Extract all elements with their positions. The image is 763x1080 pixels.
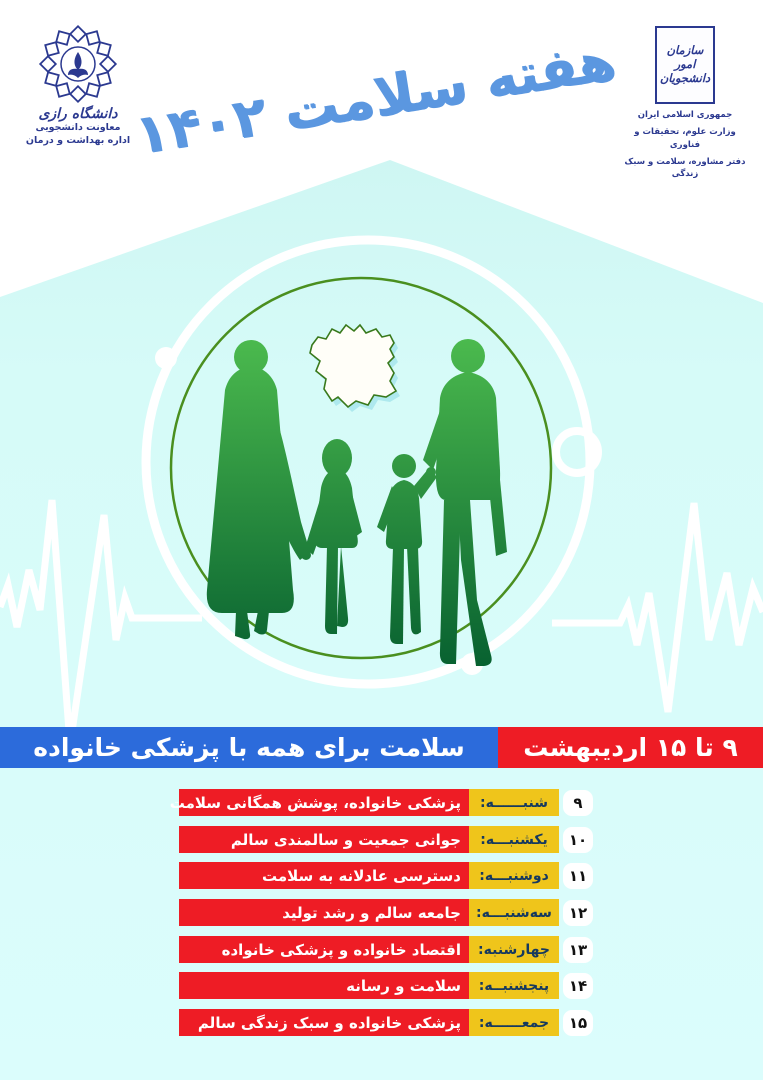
banner-slogan: سلامت برای همه با پزشکی خانواده — [0, 727, 498, 768]
day-name: سه‌شنبـــه: — [469, 899, 559, 926]
day-name: پنجشنبــه: — [469, 972, 559, 999]
banner-date-range: ۹ تا ۱۵ اردیبهشت — [498, 727, 763, 768]
schedule-row — [179, 826, 593, 853]
schedule-row — [179, 1009, 593, 1036]
gov-line1: جمهوری اسلامی ایران — [637, 110, 733, 120]
schedule-row — [179, 862, 593, 889]
schedule-row — [169, 789, 593, 816]
student-affairs-emblem-icon — [655, 26, 715, 104]
day-number-pill: ۱۳ — [563, 937, 593, 963]
gov-line2: وزارت علوم، تحقیقات و فناوری — [634, 127, 736, 150]
day-name: چهارشنبه: — [469, 936, 559, 963]
schedule-row — [179, 936, 593, 963]
ecg-line-right-icon — [552, 503, 763, 712]
day-topic: پزشکی خانواده و سبک زندگی سالم — [179, 1009, 469, 1036]
day-topic: جامعه سالم و رشد تولید — [179, 899, 469, 926]
razi-dept-line2: اداره بهداشت و درمان — [25, 134, 131, 146]
schedule-row — [179, 972, 593, 999]
day-topic: سلامت و رسانه — [179, 972, 469, 999]
day-topic: دسترسی عادلانه به سلامت — [179, 862, 469, 889]
day-name: شنبــــــه: — [469, 789, 559, 816]
schedule-row — [179, 899, 593, 926]
razi-dept-line1: معاونت دانشجویی — [35, 122, 121, 133]
white-orbit-circle-icon — [146, 240, 598, 684]
student-affairs-emblem-text: سازمان امور دانشجویان — [659, 43, 711, 85]
ecg-line-left-icon — [0, 500, 202, 745]
razi-university-emblem-icon — [38, 24, 118, 104]
day-number-pill: ۱۲ — [563, 900, 593, 926]
student-affairs-logo — [618, 26, 752, 181]
day-name: دوشنبـــه: — [469, 862, 559, 889]
day-number-pill: ۹ — [563, 790, 593, 816]
day-number-pill: ۱۱ — [563, 863, 593, 889]
poster-title: هفته سلامت ۱۴۰۲ — [130, 27, 620, 167]
day-topic: پزشکی خانواده، پوشش همگانی سلامت — [179, 789, 469, 816]
day-number-pill: ۱۰ — [563, 827, 593, 853]
iran-map-icon — [310, 325, 400, 412]
day-topic: جوانی جمعیت و سالمندی سالم — [179, 826, 469, 853]
gov-line3: دفتر مشاوره، سلامت و سبک زندگی — [624, 156, 746, 180]
day-name: جمعــــــه: — [469, 1009, 559, 1036]
razi-university-logo — [18, 24, 138, 148]
day-topic: اقتصاد خانواده و پزشکی خانواده — [179, 936, 469, 963]
razi-university-name: دانشگاه رازی — [38, 106, 118, 122]
day-number-pill: ۱۵ — [563, 1010, 593, 1036]
day-name: یکشنبـــه: — [469, 826, 559, 853]
date-banner — [0, 727, 763, 768]
day-number-pill: ۱۴ — [563, 973, 593, 999]
